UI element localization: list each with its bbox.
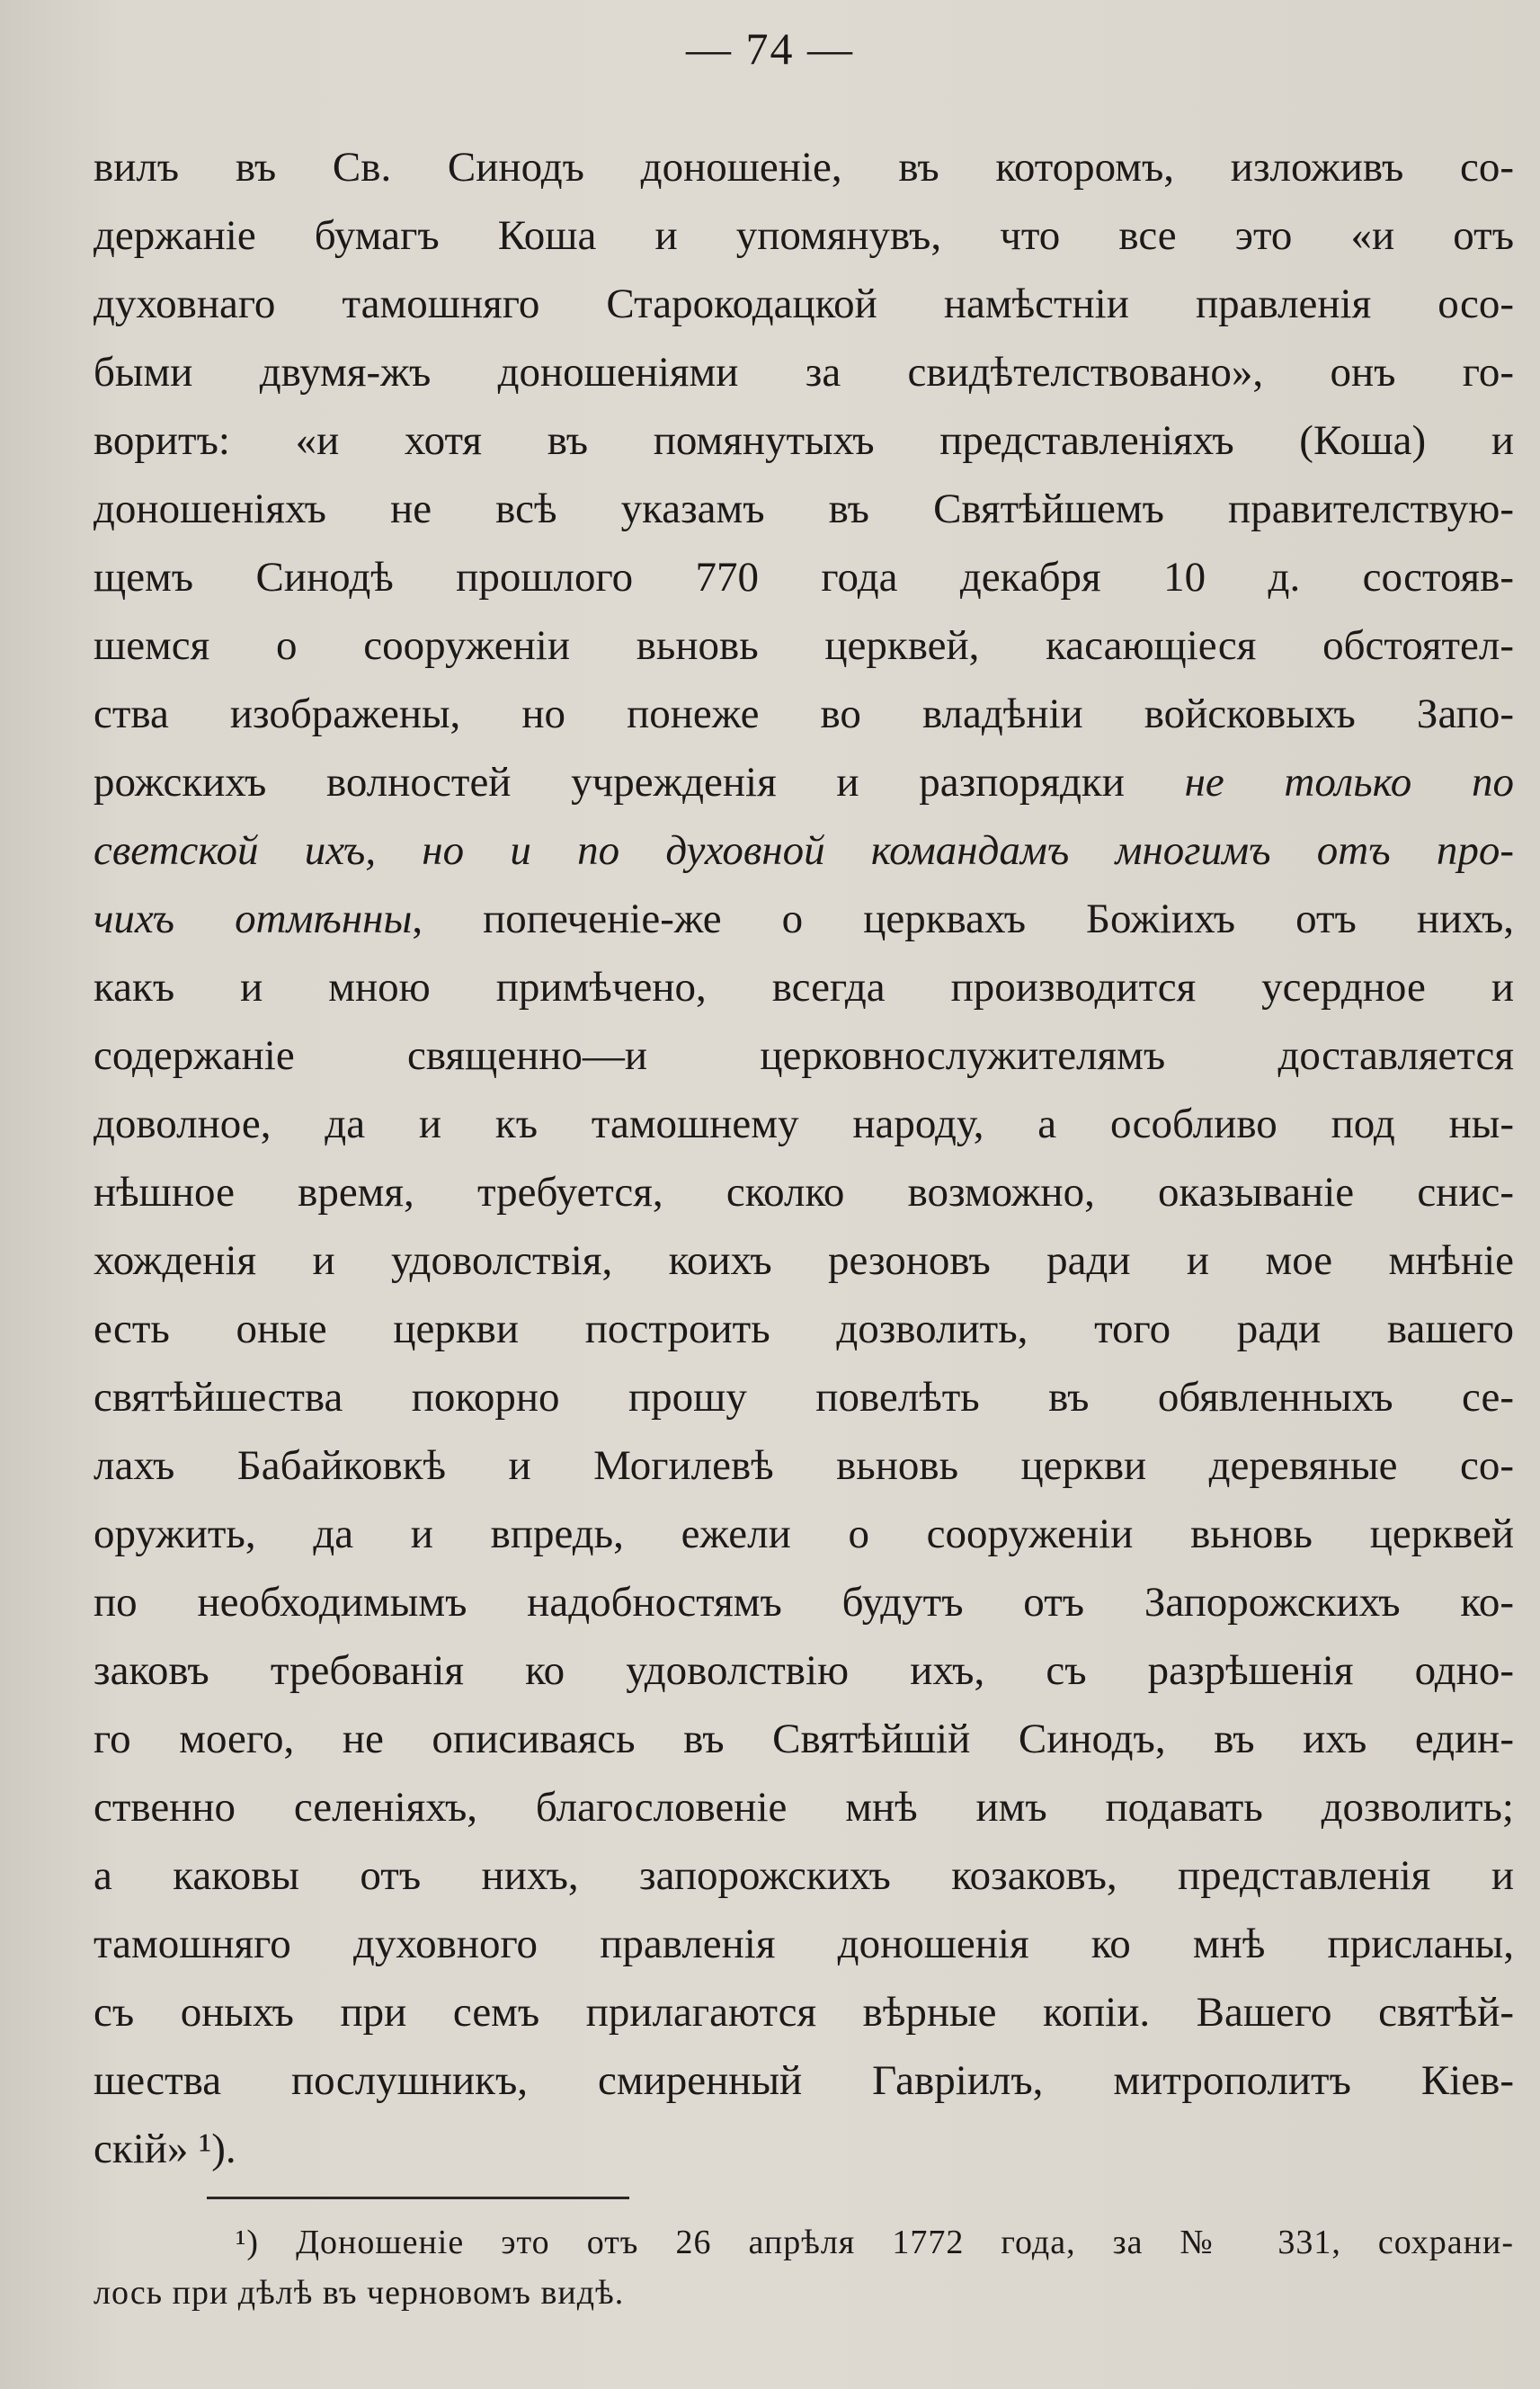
text-line bbox=[93, 543, 1514, 611]
text-run: святѣйшества покорно прошу повелѣть въ обявленныхъ се- bbox=[93, 1374, 1514, 1421]
text-run: шемся о сооруженіи вьновь церквей, касающіеся обстоятел- bbox=[93, 622, 1514, 669]
text-run: заковъ требованія ко удоволствію ихъ, съ разрѣшенія одно- bbox=[93, 1647, 1514, 1694]
text-run: доношеніяхъ не всѣ указамъ въ Святѣйшемъ правителствую- bbox=[93, 486, 1514, 532]
text-line bbox=[93, 201, 1514, 270]
text-line bbox=[93, 475, 1514, 543]
text-line bbox=[93, 338, 1514, 406]
text-run: щемъ Синодѣ прошлого 770 года декабря 10 д. состояв- bbox=[93, 554, 1514, 601]
text-run: по необходимымъ надобностямъ будутъ отъ Запорожскихъ ко- bbox=[93, 1579, 1514, 1626]
footnote-line: ¹) Доношеніе это отъ 26 апрѣля 1772 года, за № 331, сохрани- bbox=[236, 2224, 1514, 2261]
text-run: нѣшное время, требуется, сколко возможно, оказываніе снис- bbox=[93, 1169, 1514, 1216]
text-line bbox=[93, 1978, 1514, 2046]
text-line bbox=[93, 748, 1514, 816]
text-line bbox=[93, 133, 1514, 201]
text-run: быми двумя-жъ доношеніями за свидѣтелствовано», онъ го- bbox=[93, 349, 1514, 396]
text-run: а каковы отъ нихъ, запорожскихъ козаковъ, представленія и bbox=[93, 1852, 1514, 1899]
text-run: тамошняго духовного правленія доношенія ко мнѣ присланы, bbox=[93, 1921, 1514, 1967]
text-run: духовнаго тамошняго Старокодацкой намѣстніи правленія осо- bbox=[93, 281, 1514, 327]
text-run: ственно селеніяхъ, благословеніе мнѣ имъ подавать дозволить; bbox=[93, 1784, 1514, 1831]
text-line bbox=[93, 680, 1514, 748]
text-line bbox=[93, 816, 1514, 885]
text-run: го моего, не описиваясь въ Святѣйшій Синодъ, въ ихъ един- bbox=[93, 1716, 1514, 1762]
text-line bbox=[93, 1021, 1514, 1090]
text-run: какъ и мною примѣчено, всегда производится усердное и bbox=[93, 964, 1514, 1011]
text-run: ства изображены, но понеже во владѣніи войсковыхъ Запо- bbox=[93, 691, 1514, 737]
footnote bbox=[93, 2217, 1514, 2318]
text-line bbox=[93, 611, 1514, 680]
body-text bbox=[93, 133, 1514, 2183]
text-run: лахъ Бабайковкѣ и Могилевѣ вьновь церкви деревяные со- bbox=[93, 1442, 1514, 1489]
text-line bbox=[93, 1773, 1514, 1841]
text-run: держаніе бумагъ Коша и упомянувъ, что все это «и отъ bbox=[93, 212, 1514, 259]
text-line bbox=[93, 1363, 1514, 1431]
text-run: шества послушникъ, смиренный Гавріилъ, митрополитъ Кіев- bbox=[93, 2057, 1514, 2104]
footnote-line: лось при дѣлѣ въ черновомъ видѣ. bbox=[93, 2274, 625, 2312]
text-run: воритъ: «и хотя въ помянутыхъ представленіяхъ (Коша) и bbox=[93, 417, 1514, 464]
text-line bbox=[93, 1090, 1514, 1158]
text-line bbox=[93, 1705, 1514, 1773]
text-line bbox=[93, 406, 1514, 475]
text-line bbox=[93, 1158, 1514, 1226]
text-run: съ оныхъ при семъ прилагаются вѣрные копіи. Вашего святѣй- bbox=[93, 1989, 1514, 2036]
text-run: есть оные церкви построить дозволить, того ради вашего bbox=[93, 1306, 1514, 1352]
text-run: содержаніе священно—и церковнослужителямъ доставляется bbox=[93, 1032, 1514, 1079]
footnote-divider bbox=[207, 2197, 629, 2199]
text-line bbox=[93, 1226, 1514, 1295]
text-run: хожденія и удоволствія, коихъ резоновъ ради и мое мнѣніе bbox=[93, 1237, 1514, 1284]
text-line bbox=[93, 953, 1514, 1021]
text-run: оружить, да и впредь, ежели о сооруженіи вьновь церквей bbox=[93, 1511, 1514, 1557]
text-line bbox=[93, 1500, 1514, 1568]
italic-text-run: не только по bbox=[1184, 759, 1514, 806]
text-line bbox=[93, 1910, 1514, 1978]
text-line bbox=[93, 1295, 1514, 1363]
text-line bbox=[93, 2046, 1514, 2115]
text-run: вилъ въ Св. Синодъ доношеніе, въ которомъ, изложивъ со- bbox=[93, 144, 1514, 191]
text-line bbox=[93, 1841, 1514, 1910]
text-line bbox=[93, 2115, 1514, 2183]
page-number: — 74 — bbox=[686, 23, 854, 74]
text-line bbox=[93, 1636, 1514, 1705]
text-run: доволное, да и къ тамошнему народу, а особливо под ны- bbox=[93, 1101, 1514, 1147]
italic-text-run: светской ихъ, но и по духовной командамъ многимъ отъ про- bbox=[93, 827, 1514, 874]
text-run: скій» ¹). bbox=[93, 2126, 236, 2172]
text-line bbox=[93, 1431, 1514, 1500]
italic-text-run: чихъ отмѣнны bbox=[93, 896, 413, 942]
text-run: , попеченіе-же о церквахъ Божіихъ отъ нихъ, bbox=[412, 896, 1514, 942]
text-line bbox=[93, 270, 1514, 338]
text-line bbox=[93, 885, 1514, 953]
text-run: рожскихъ волностей учрежденія и разпорядки bbox=[93, 759, 1185, 806]
text-line bbox=[93, 1568, 1514, 1636]
